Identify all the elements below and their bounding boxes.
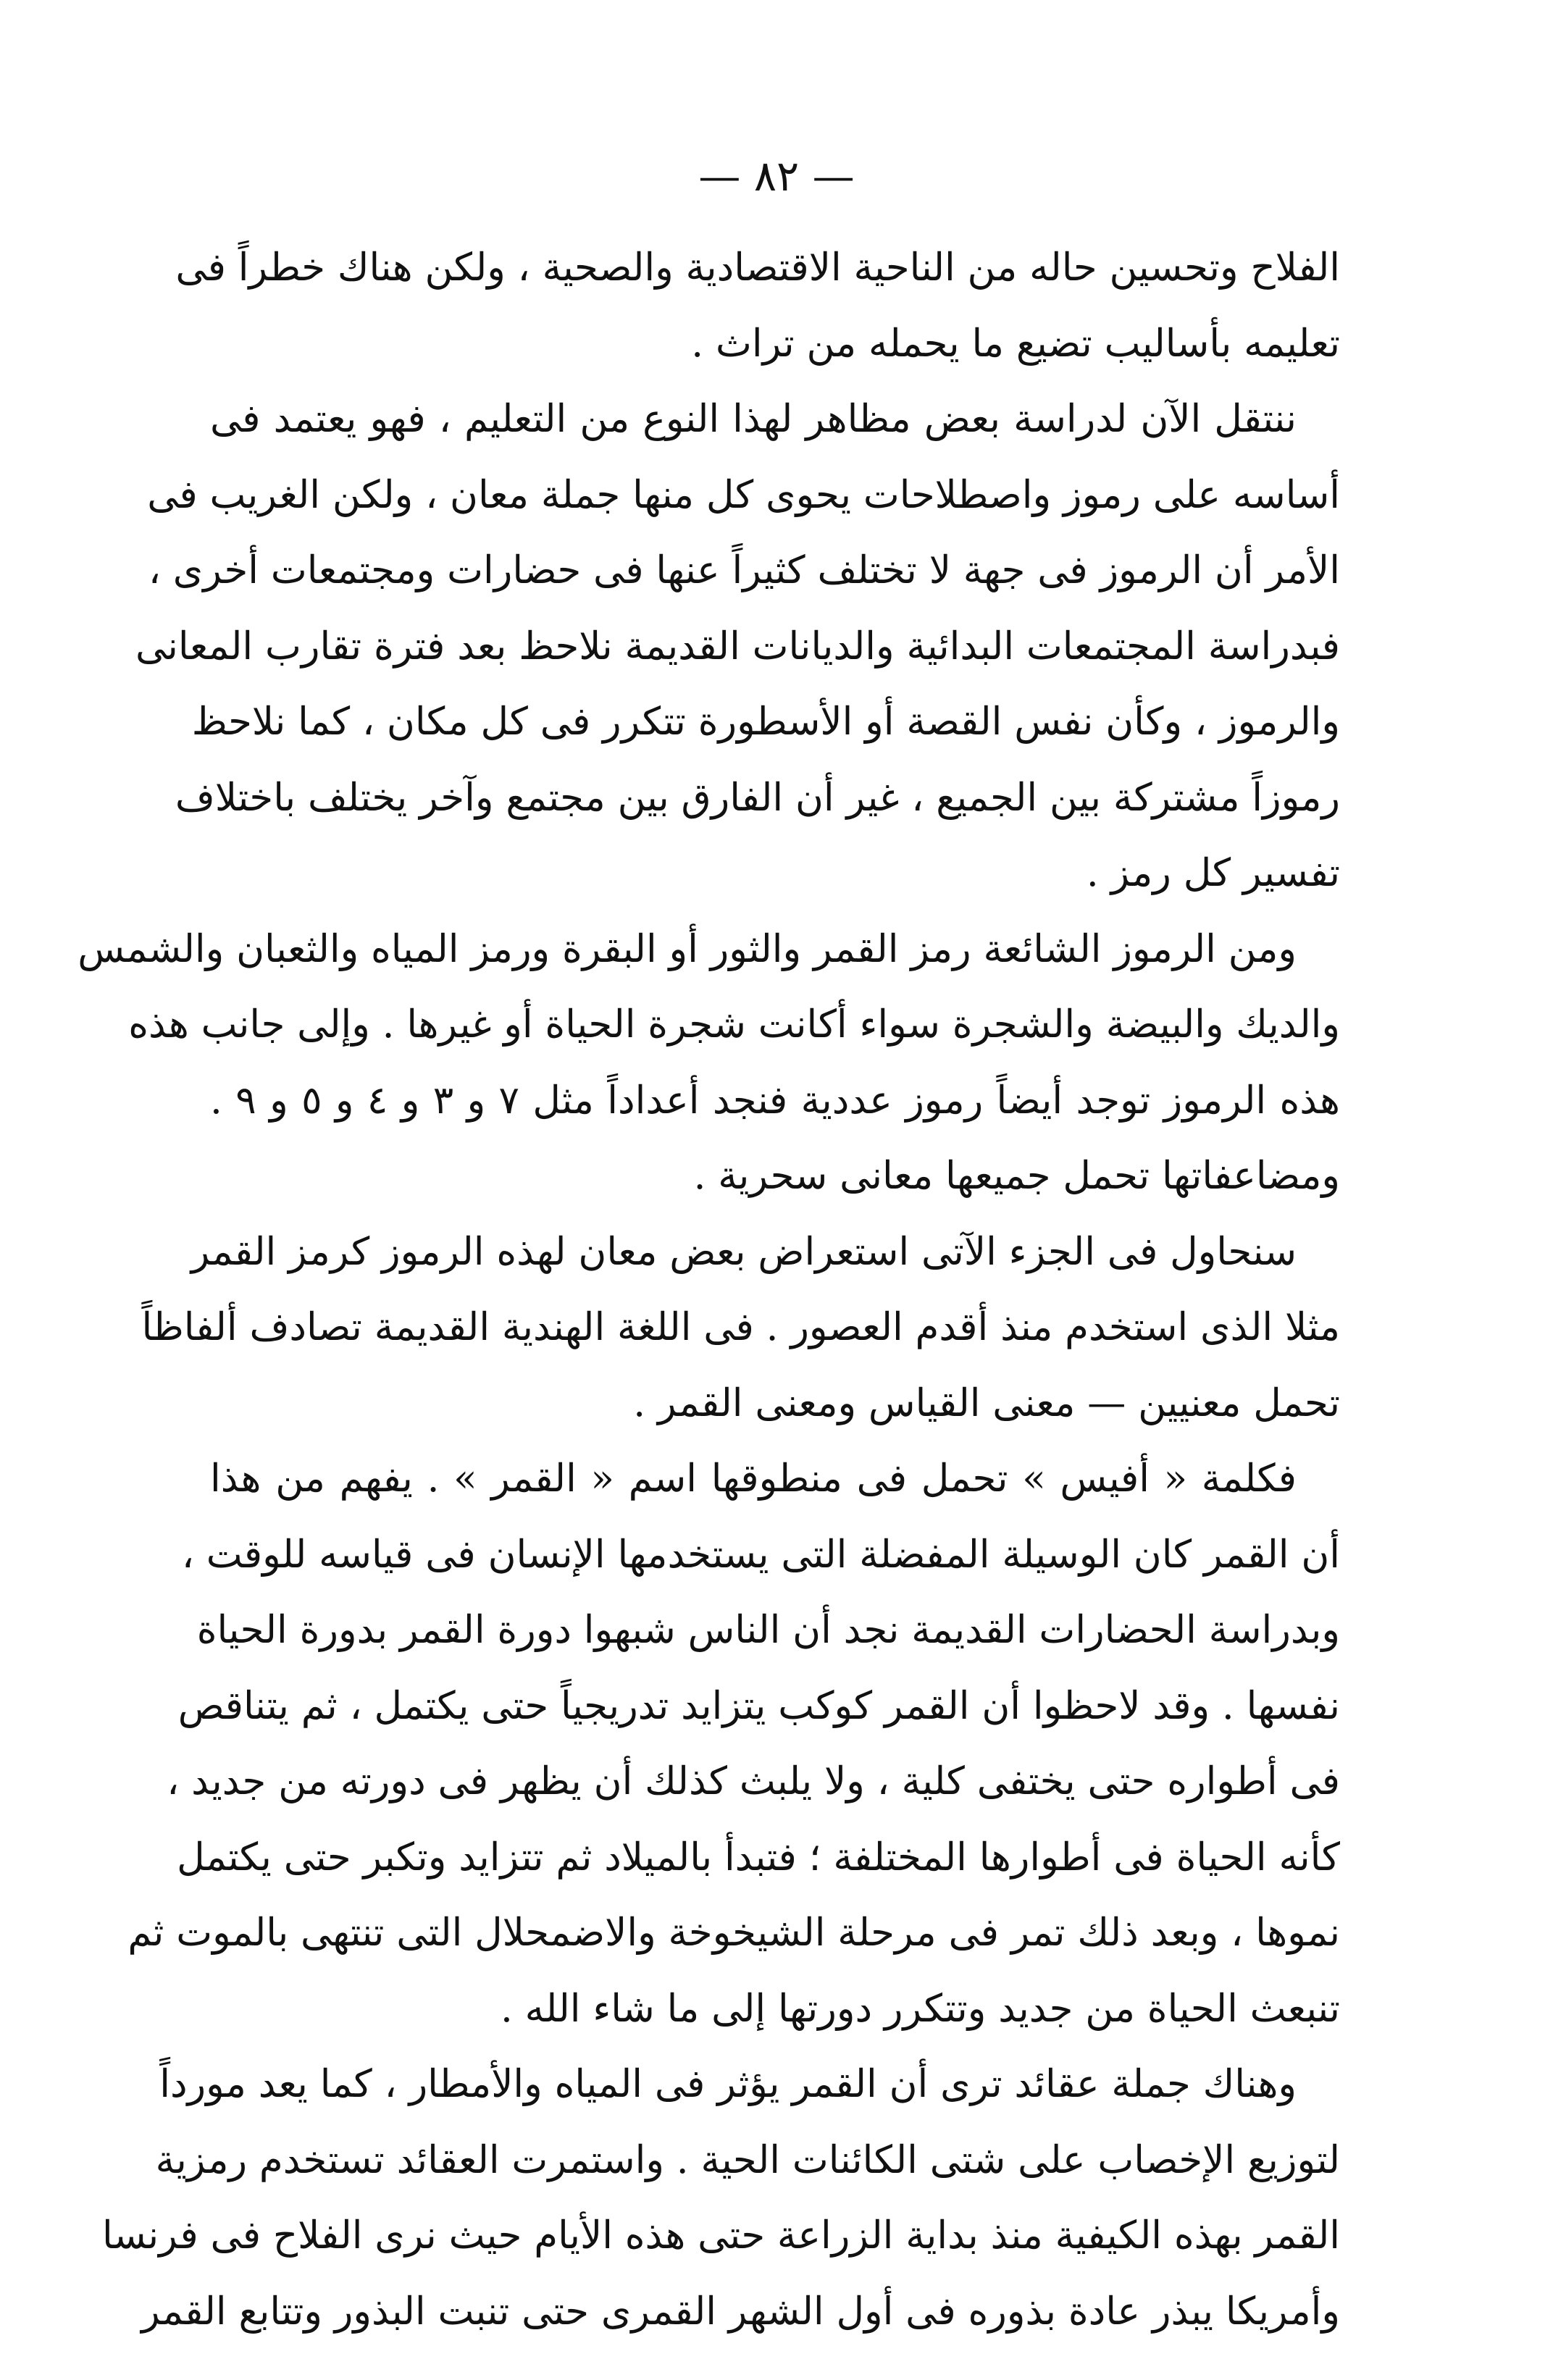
- paragraph-3: [78, 912, 1341, 1215]
- text-line: نفسها . وقد لاحظوا أن القمر كوكب يتزايد تدريجياً حتى يكتمل ، ثم يتناقص: [177, 1683, 1340, 1728]
- text-line: لتوزيع الإخصاب على شتى الكائنات الحية . واستمرت العقائد تستخدم رمزية: [155, 2137, 1340, 2182]
- paragraph-4: [141, 1215, 1340, 1442]
- text-line: ومضاعفاتها تحمل جميعها معانى سحرية .: [693, 1154, 1340, 1198]
- text-line: والرموز ، وكأن نفس القصة أو الأسطورة تتكرر فى كل مكان ، كما نلاحظ: [191, 700, 1340, 744]
- text-line: الأمر أن الرموز فى جهة لا تختلف كثيراً عنها فى حضارات ومجتمعات أخرى ،: [148, 548, 1340, 592]
- text-line: رموزاً مشتركة بين الجميع ، غير أن الفارق بين مجتمع وآخر يختلف باختلاف: [175, 775, 1340, 820]
- text-line: وأمريكا يبذر عادة بذوره فى أول الشهر القمرى حتى تنبت البذور وتتابع القمر: [141, 2289, 1340, 2334]
- paragraph-1: [175, 230, 1340, 382]
- text-line: نموها ، وبعد ذلك تمر فى مرحلة الشيخوخة والاضمحلال التى تنتهى بالموت ثم: [127, 1911, 1340, 1955]
- text-line: سنحاول فى الجزء الآتى استعراض بعض معان لهذه الرموز كرمز القمر: [191, 1229, 1297, 1274]
- text-line: الفلاح وتحسين حاله من الناحية الاقتصادية والصحية ، ولكن هناك خطراً فى: [175, 246, 1340, 290]
- text-line: تعليمه بأساليب تضيع ما يحمله من تراث .: [691, 321, 1340, 366]
- paragraph-2: [135, 382, 1340, 912]
- text-line: فى أطواره حتى يختفى كلية ، ولا يلبث كذلك أن يظهر فى دورته من جديد ،: [167, 1759, 1340, 1803]
- text-line: ننتقل الآن لدراسة بعض مظاهر لهذا النوع من التعليم ، فهو يعتمد فى: [210, 397, 1297, 441]
- text-line: تحمل معنيين — معنى القياس ومعنى القمر .: [633, 1380, 1340, 1425]
- text-line: تنبعث الحياة من جديد وتتكرر دورتها إلى ما شاء الله .: [500, 1986, 1340, 2031]
- text-line: هذه الرموز توجد أيضاً رموز عددية فنجد أعداداً مثل ٧ و ٣ و ٤ و ٥ و ٩ .: [210, 1078, 1341, 1123]
- text-line: تفسير كل رمز .: [1086, 851, 1340, 895]
- text-line: وبدراسة الحضارات القديمة نجد أن الناس شبهوا دورة القمر بدورة الحياة: [196, 1608, 1340, 1652]
- text-line: أساسه على رموز واصطلاحات يحوى كل منها جملة معان ، ولكن الغريب فى: [147, 472, 1340, 517]
- text-line: والديك والبيضة والشجرة سواء أكانت شجرة الحياة أو غيرها . وإلى جانب هذه: [128, 1002, 1340, 1047]
- paragraph-6: [101, 2047, 1340, 2350]
- text-line: أن القمر كان الوسيلة المفضلة التى يستخدمها الإنسان فى قياسه للوقت ،: [181, 1532, 1340, 1577]
- text-line: كأنه الحياة فى أطوارها المختلفة ؛ فتبدأ بالميلاد ثم تتزايد وتكبر حتى يكتمل: [177, 1835, 1340, 1880]
- body-text: [78, 230, 1341, 2350]
- text-line: فبدراسة المجتمعات البدائية والديانات القديمة نلاحظ بعد فترة تقارب المعانى: [135, 624, 1340, 669]
- text-line: فكلمة « أفيس » تحمل فى منطوقها اسم « القمر » . يفهم من هذا: [210, 1457, 1297, 1501]
- page-number: — ٨٢ —: [698, 151, 855, 201]
- text-line: القمر بهذه الكيفية منذ بداية الزراعة حتى هذه الأيام حيث نرى الفلاح فى فرنسا: [101, 2213, 1340, 2258]
- text-line: ومن الرموز الشائعة رمز القمر والثور أو البقرة ورمز المياه والثعبان والشمس: [78, 926, 1297, 971]
- text-line: مثلا الذى استخدم منذ أقدم العصور . فى اللغة الهندية القديمة تصادف ألفاظاً: [141, 1305, 1340, 1349]
- paragraph-5: [127, 1441, 1340, 2047]
- text-line: وهناك جملة عقائد ترى أن القمر يؤثر فى المياه والأمطار ، كما يعد مورداً: [159, 2062, 1297, 2106]
